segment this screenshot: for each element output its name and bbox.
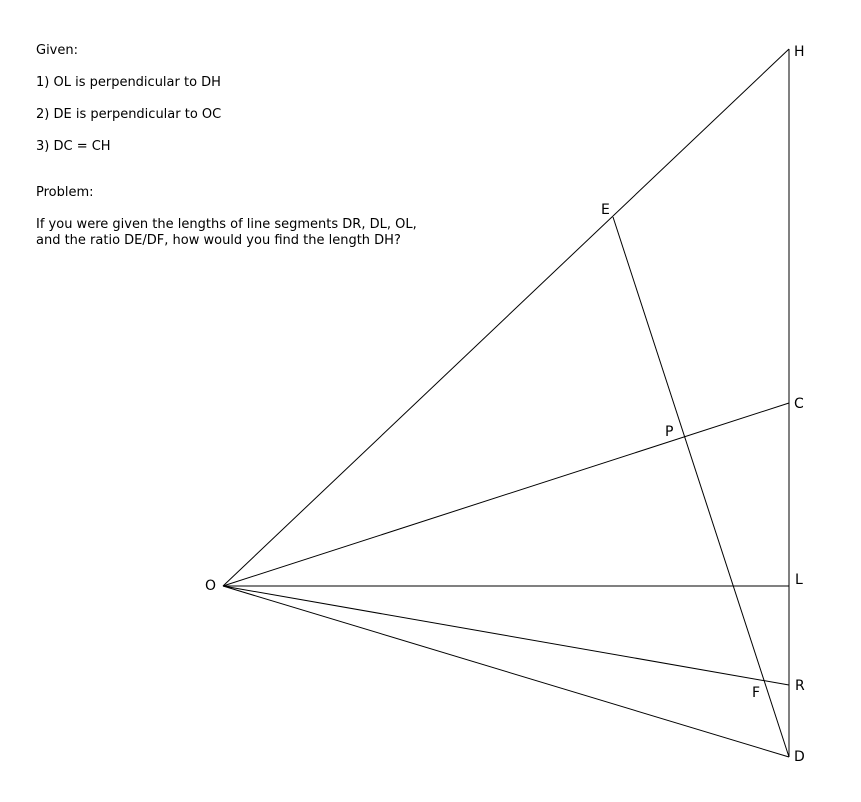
segment-or — [223, 586, 789, 685]
segment-ed — [613, 217, 789, 757]
label-point-c: C — [794, 396, 804, 412]
segment-oc — [223, 403, 789, 586]
label-point-f: F — [752, 685, 761, 701]
label-point-e: E — [601, 202, 610, 218]
label-point-p: P — [665, 424, 674, 440]
given-item-1: 1) OL is perpendicular to DH — [36, 75, 221, 90]
label-point-d: D — [794, 749, 805, 765]
label-point-h: H — [794, 44, 805, 60]
segment-od — [223, 586, 789, 757]
segment-oh — [223, 49, 789, 586]
label-point-r: R — [795, 678, 805, 694]
given-item-2: 2) DE is perpendicular to OC — [36, 107, 222, 122]
label-point-o: O — [205, 578, 217, 594]
given-item-3: 3) DC = CH — [36, 139, 111, 154]
problem-title: Problem: — [36, 185, 94, 200]
problem-text: If you were given the lengths of line segments DR, DL, OL, and the ratio DE/DF, how would you find the length DH? — [36, 217, 417, 248]
given-title: Given: — [36, 43, 78, 58]
label-point-l: L — [795, 572, 803, 588]
